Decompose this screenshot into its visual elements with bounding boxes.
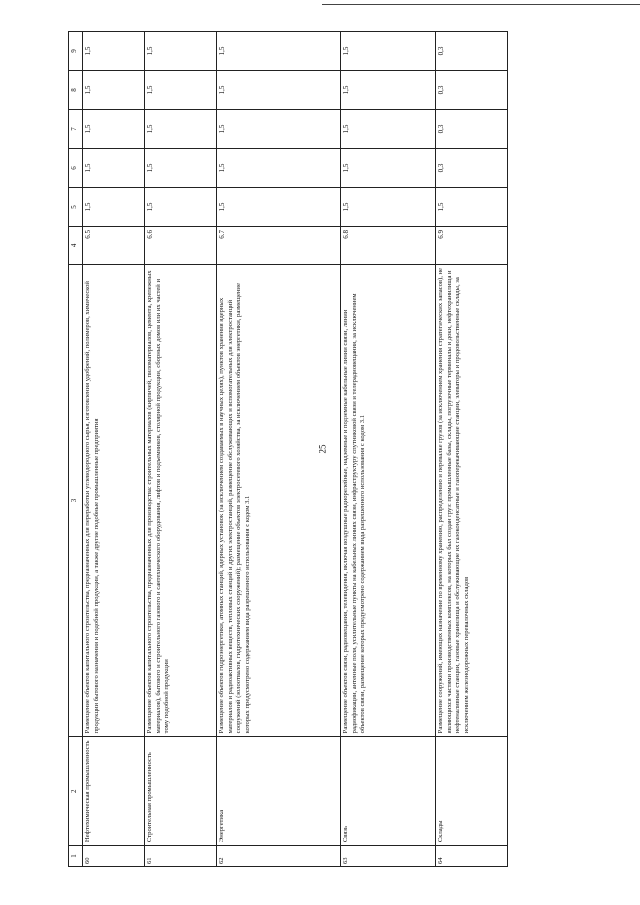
- column-header: 3: [69, 264, 83, 737]
- row-name: Связь: [341, 737, 436, 846]
- row-name: Энергетика: [217, 737, 341, 846]
- row-description: Размещение объектов капитального строительства, предназначенных для производства: строительных материалов (кирпичей, пиломатериалов, цемента, крепежных материалов), бытового и строительного газового и сантехнического оборудования, лифтов и подъемников, столярной продукции, сборных домов или их частей и тому подобной продукции: [145, 264, 217, 737]
- row-value: 1,5: [341, 110, 436, 149]
- table-row: [83, 32, 145, 867]
- row-value: 1,5: [145, 149, 217, 188]
- row-value: 1,5: [217, 110, 341, 149]
- row-code: 6.7: [217, 227, 341, 265]
- row-description: Размещение объектов капитального строительства, предназначенных для переработки углеводородного сырья, изготовления удобрений, полимеров, химической продукции бытового назначения и подобной продукции, а также другие подобные промышленные предприятия: [83, 264, 145, 737]
- row-value: 1,5: [217, 71, 341, 110]
- row-value: 0,3: [436, 110, 508, 149]
- row-code: 6.9: [436, 227, 508, 265]
- row-code: 6.6: [145, 227, 217, 265]
- column-header: 2: [69, 737, 83, 846]
- table-header-row: [69, 32, 83, 867]
- row-name: Строительная промышленность: [145, 737, 217, 846]
- column-header: 1: [69, 846, 83, 867]
- column-header: 4: [69, 227, 83, 265]
- row-value: 1,5: [341, 188, 436, 227]
- row-name: Склады: [436, 737, 508, 846]
- row-number: 60: [83, 846, 145, 867]
- rotated-table-wrapper: [68, 31, 508, 867]
- row-value: 1,5: [145, 32, 217, 71]
- row-value: 1,5: [83, 110, 145, 149]
- row-value: 0,3: [436, 32, 508, 71]
- row-value: 1,5: [341, 71, 436, 110]
- column-header: 5: [69, 188, 83, 227]
- table-row: [145, 32, 217, 867]
- column-header: 8: [69, 71, 83, 110]
- row-value: 1,5: [217, 188, 341, 227]
- column-header: 7: [69, 110, 83, 149]
- row-number: 64: [436, 846, 508, 867]
- row-value: 1,5: [83, 71, 145, 110]
- row-description: Размещение сооружений, имеющих назначение по временному хранению, распределению и перевалке грузов (за исключением хранения стратегических запасов), не являющихся частями производственных комплексов, на которых был создан груз: промышленные базы, склады, погрузочные терминалы и доки, нефтехранилища и нефтеналивные станции, газовые хранилища и обслуживающие их газоконденсатные и газоперекачивающие станции, элеваторы и продовольственные склады, за исключением железнодорожных перевалочных складов: [436, 264, 508, 737]
- row-value: 0,3: [436, 149, 508, 188]
- table-row: [436, 32, 508, 867]
- row-value: 1,5: [436, 188, 508, 227]
- row-value: 1,5: [145, 110, 217, 149]
- row-value: 1,5: [217, 32, 341, 71]
- page-number: 25: [317, 444, 328, 454]
- header-rule: [322, 4, 640, 5]
- row-description: Размещение объектов гидроэнергетики, атомных станций, ядерных установок (за исключением создаваемых в научных целях), пунктов хранения ядерных материалов и радиоактивных веществ, тепловых станций и других электростанций, размещение обслуживающих и вспомогательных для электростанций сооружений (золоотвалов, гидротехнических сооружений); размещение объектов электросетевого хозяйства, за исключением объектов энергетики, размещение которых предусмотрено содержанием вида разрешенного использования с кодом 3.1: [217, 264, 341, 737]
- column-header: 9: [69, 32, 83, 71]
- row-value: 1,5: [341, 149, 436, 188]
- row-value: 1,5: [145, 188, 217, 227]
- row-name: Нефтехимическая промышленность: [83, 737, 145, 846]
- row-description: Размещение объектов связи, радиовещания, телевидения, включая воздушные радиорелейные, надземные и подземные кабельные линии связи, линии радиофикации, антенные поля, усилительные пункты на кабельных линиях связи, инфраструктуру спутниковой связи и телерадиовещания, за исключением объектов связи, размещение которых предусмотрено содержанием вида разрешенного использования с кодом 3.1: [341, 264, 436, 737]
- row-value: 1,5: [83, 32, 145, 71]
- row-code: 6.8: [341, 227, 436, 265]
- row-value: 1,5: [83, 188, 145, 227]
- row-value: 1,5: [145, 71, 217, 110]
- row-code: 6.5: [83, 227, 145, 265]
- row-number: 62: [217, 846, 341, 867]
- row-number: 61: [145, 846, 217, 867]
- row-number: 63: [341, 846, 436, 867]
- row-value: 1,5: [341, 32, 436, 71]
- row-value: 1,5: [217, 149, 341, 188]
- column-header: 6: [69, 149, 83, 188]
- table-row: [217, 32, 341, 867]
- land-use-table: [68, 31, 508, 867]
- table-row: [341, 32, 436, 867]
- row-value: 0,3: [436, 71, 508, 110]
- row-value: 1,5: [83, 149, 145, 188]
